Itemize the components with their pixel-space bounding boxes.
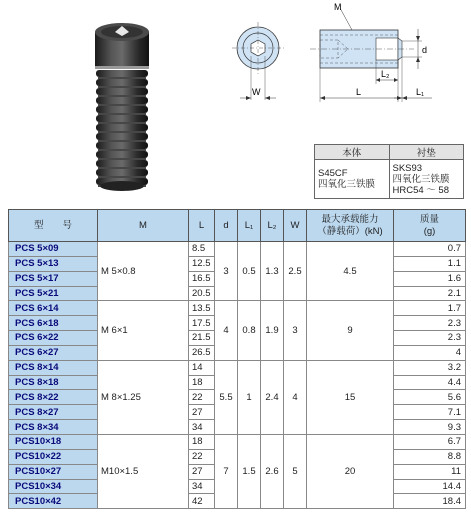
mass-cell: 2.1	[394, 286, 466, 301]
length-cell: 34	[189, 420, 215, 435]
header-load-line: 最大承载能力	[321, 213, 379, 225]
part-number-cell: PCS10×27	[9, 464, 98, 479]
header-load	[307, 210, 394, 242]
table-row	[9, 301, 466, 316]
product-photo	[82, 18, 162, 193]
mass-cell: 1.7	[394, 301, 466, 316]
table-row	[9, 360, 466, 375]
load-cell: 20	[307, 434, 394, 508]
material-pad-line: HRC54 ～ 58	[392, 184, 449, 196]
d-cell: 3	[215, 242, 238, 301]
part-number-cell: PCS 8×27	[9, 405, 98, 420]
w-cell: 5	[284, 434, 307, 508]
length-cell: 22	[189, 449, 215, 464]
thread-size-cell: M 5×0.8	[98, 242, 189, 301]
l2-cell: 1.3	[261, 242, 284, 301]
header-w: W	[284, 210, 307, 242]
mass-cell: 11	[394, 464, 466, 479]
mass-cell: 9.3	[394, 420, 466, 435]
d-cell: 5.5	[215, 360, 238, 434]
d-cell: 4	[215, 301, 238, 360]
dim-l2-label: L₂	[381, 69, 390, 79]
header-load-line: （静载荷）(kN)	[317, 225, 383, 237]
length-cell: 16.5	[189, 271, 215, 286]
part-number-cell: PCS 5×21	[9, 286, 98, 301]
mass-cell: 0.7	[394, 242, 466, 257]
part-number-cell: PCS10×42	[9, 494, 98, 509]
l2-cell: 1.9	[261, 301, 284, 360]
w-cell: 3	[284, 301, 307, 360]
side-view-drawing	[298, 0, 466, 108]
length-cell: 22	[189, 390, 215, 405]
length-cell: 34	[189, 479, 215, 494]
mass-cell: 4	[394, 345, 466, 360]
spec-table-body	[9, 242, 466, 509]
part-number-cell: PCS 5×13	[9, 256, 98, 271]
w-cell: 4	[284, 360, 307, 434]
part-number-cell: PCS10×22	[9, 449, 98, 464]
length-cell: 12.5	[189, 256, 215, 271]
part-number-cell: PCS 8×14	[9, 360, 98, 375]
header-mass-line: (g)	[423, 225, 436, 237]
l1-cell: 1	[238, 360, 261, 434]
part-number-cell: PCS10×34	[9, 479, 98, 494]
mass-cell: 3.2	[394, 360, 466, 375]
mass-cell: 7.1	[394, 405, 466, 420]
length-cell: 8.5	[189, 242, 215, 257]
part-number-cell: PCS 5×17	[9, 271, 98, 286]
material-body-line: S45CF	[318, 168, 348, 179]
length-cell: 21.5	[189, 331, 215, 346]
part-number-cell: PCS 6×18	[9, 316, 98, 331]
part-number-cell: PCS 6×27	[9, 345, 98, 360]
length-cell: 26.5	[189, 345, 215, 360]
material-header-body: 本体	[315, 145, 390, 160]
l1-cell: 0.8	[238, 301, 261, 360]
end-view-drawing	[228, 8, 290, 108]
thread-size-cell: M 8×1.25	[98, 360, 189, 434]
mass-cell: 2.3	[394, 331, 466, 346]
material-body-line: 四氧化三铁膜	[318, 179, 376, 190]
dim-d-label: d	[422, 45, 428, 55]
part-number-cell: PCS 6×22	[9, 331, 98, 346]
spec-table	[8, 209, 466, 509]
thread-size-cell: M 6×1	[98, 301, 189, 360]
part-number-cell: PCS 6×14	[9, 301, 98, 316]
part-number-cell: PCS 8×34	[9, 420, 98, 435]
mass-cell: 1.1	[394, 256, 466, 271]
part-number-cell: PCS10×18	[9, 434, 98, 449]
load-cell: 9	[307, 301, 394, 360]
dim-l1-label: L₁	[416, 87, 425, 97]
mass-cell: 1.6	[394, 271, 466, 286]
thread-size-cell: M10×1.5	[98, 434, 189, 508]
mass-cell: 18.4	[394, 494, 466, 509]
dim-l-label: L	[356, 87, 362, 97]
length-cell: 18	[189, 434, 215, 449]
material-pad-line: SKS93	[392, 162, 423, 174]
load-cell: 15	[307, 360, 394, 434]
material-table	[314, 144, 464, 199]
w-cell: 2.5	[284, 242, 307, 301]
part-number-cell: PCS 8×22	[9, 390, 98, 405]
mass-cell: 14.4	[394, 479, 466, 494]
header-type: 型 号	[9, 210, 98, 242]
dim-m-label: M	[334, 2, 342, 12]
length-cell: 18	[189, 375, 215, 390]
header-l1: L₁	[238, 210, 261, 242]
part-number-cell: PCS 5×09	[9, 242, 98, 257]
header-mass-line: 质量	[419, 213, 439, 225]
mass-cell: 2.3	[394, 316, 466, 331]
length-cell: 17.5	[189, 316, 215, 331]
l1-cell: 0.5	[238, 242, 261, 301]
length-cell: 27	[189, 405, 215, 420]
l1-cell: 1.5	[238, 434, 261, 508]
header-l2: L₂	[261, 210, 284, 242]
l2-cell: 2.4	[261, 360, 284, 434]
header-d: d	[215, 210, 238, 242]
header-mass	[394, 210, 466, 242]
table-row	[9, 242, 466, 257]
dim-w-label: W	[252, 87, 261, 97]
mass-cell: 8.8	[394, 449, 466, 464]
l2-cell: 2.6	[261, 434, 284, 508]
material-pad-line: 四氧化三铁膜	[392, 173, 450, 185]
mass-cell: 6.7	[394, 434, 466, 449]
d-cell: 7	[215, 434, 238, 508]
header-l: L	[189, 210, 215, 242]
length-cell: 27	[189, 464, 215, 479]
mass-cell: 4.4	[394, 375, 466, 390]
length-cell: 14	[189, 360, 215, 375]
material-body-cell	[315, 160, 390, 199]
mass-cell: 5.6	[394, 390, 466, 405]
material-header-pad: 衬垫	[389, 145, 464, 160]
material-pad-cell	[389, 160, 464, 199]
load-cell: 4.5	[307, 242, 394, 301]
part-number-cell: PCS 8×18	[9, 375, 98, 390]
length-cell: 13.5	[189, 301, 215, 316]
table-row	[9, 434, 466, 449]
length-cell: 42	[189, 494, 215, 509]
header-m: M	[98, 210, 189, 242]
length-cell: 20.5	[189, 286, 215, 301]
